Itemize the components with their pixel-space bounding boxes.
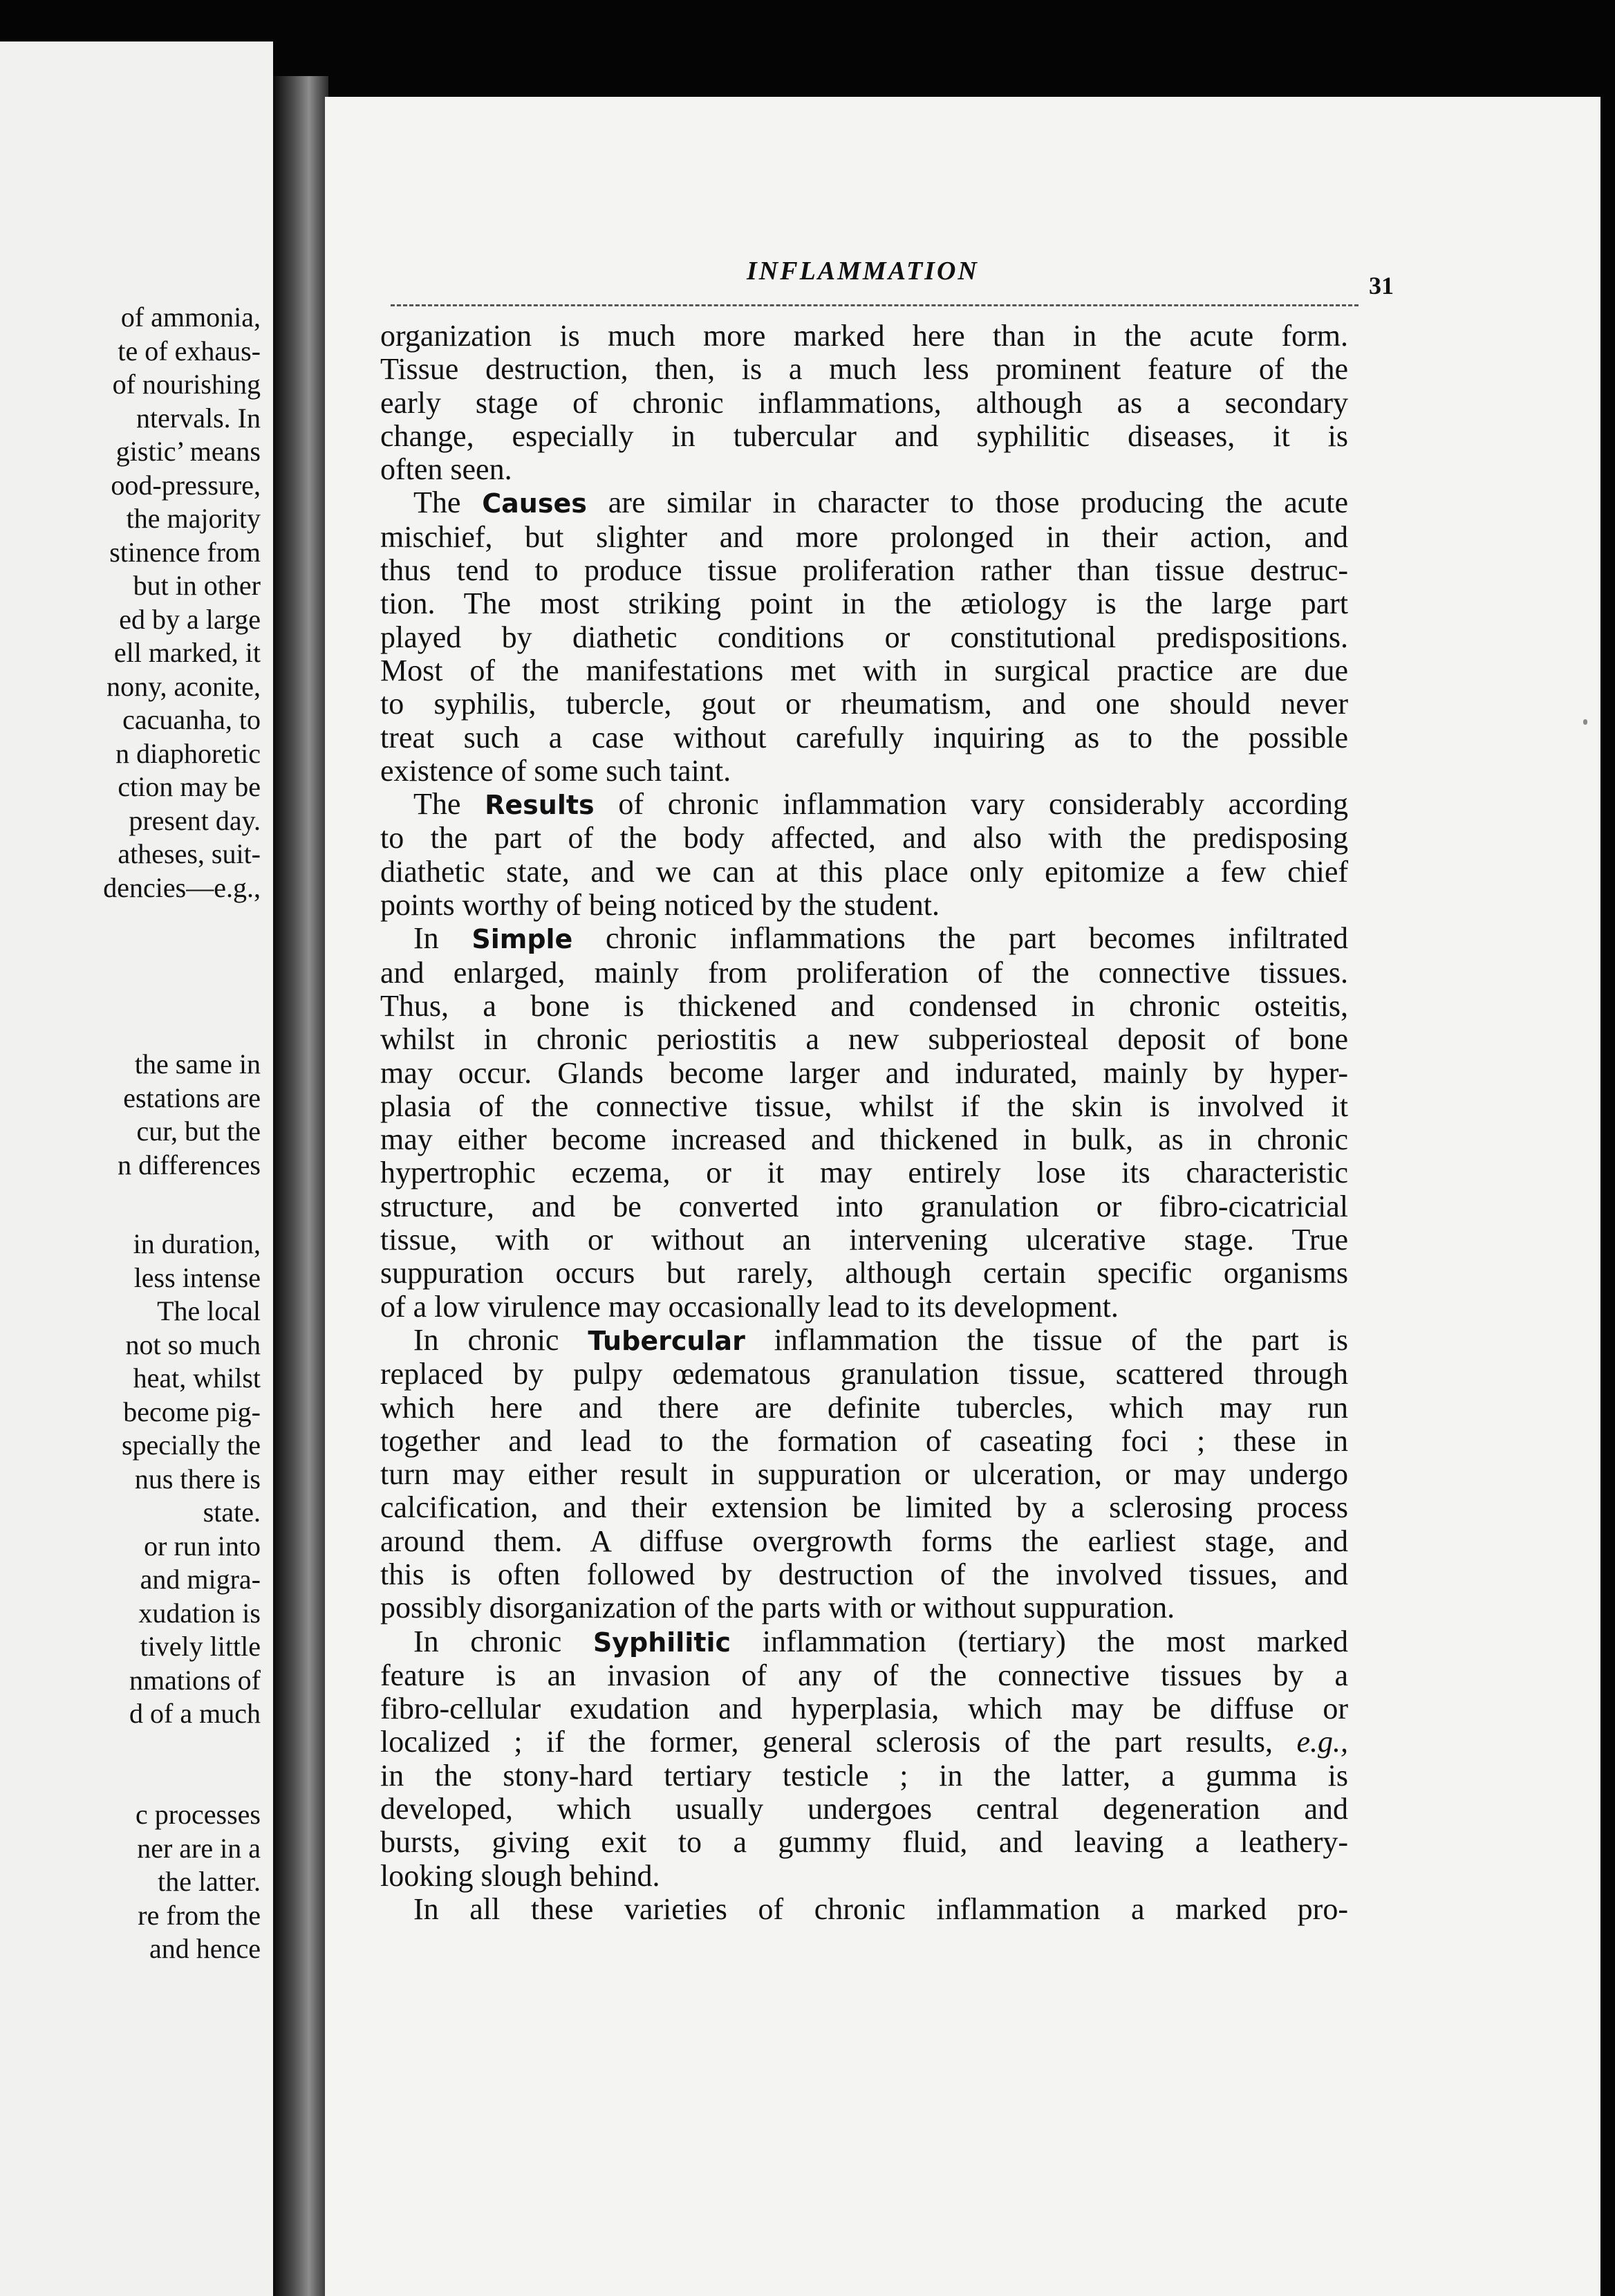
left-line: the latter. (158, 1866, 261, 1897)
text-line: tion. The most striking point in the ætiology is the large part (380, 586, 1348, 621)
italic-abbreviation: e.g., (1296, 1725, 1348, 1759)
left-text-block-3 (122, 1228, 261, 1731)
text-run: chronic inflammations the part becomes infiltrated (572, 921, 1349, 956)
paragraph-tubercular (380, 1324, 1348, 1358)
text-run: localized ; if the former, general sclerosis of the part results, (380, 1725, 1297, 1759)
text-line: suppuration occurs but rarely, although certain specific organisms (380, 1256, 1348, 1290)
text-line: diathetic state, and we can at this place only epitomize a few chief (380, 854, 1348, 889)
text-line: to syphilis, tubercle, gout or rheumatism, and one should never (380, 687, 1348, 721)
left-line: in duration, (133, 1228, 261, 1259)
keyword-causes: Causes (482, 488, 587, 519)
left-line: and hence (149, 1933, 261, 1964)
text-line: hypertrophic eczema, or it may entirely lose its characteristic (380, 1156, 1348, 1190)
page-speck (1583, 719, 1587, 725)
paragraph-syphilitic (380, 1625, 1348, 1659)
left-line: n differences (118, 1149, 261, 1181)
text-run: In chronic (413, 1322, 588, 1357)
left-line: d of a much (129, 1698, 261, 1729)
left-line: nony, aconite, (106, 670, 261, 702)
text-line: often seen. (380, 452, 512, 487)
left-line: gistic’ means (115, 436, 261, 467)
left-line: specially the (121, 1429, 261, 1461)
text-line (380, 1725, 1348, 1759)
text-line: may either become increased and thickened in bulk, as in chronic (380, 1122, 1348, 1157)
text-line: together and lead to the formation of caseating foci ; these in (380, 1423, 1348, 1458)
text-line: whilst in chronic periostitis a new subperiosteal deposit of bone (380, 1022, 1348, 1057)
left-line: estations are (123, 1082, 261, 1113)
running-head: INFLAMMATION (747, 257, 979, 286)
text-line: feature is an invasion of any of the connective tissues by a (380, 1658, 1348, 1692)
text-line: fibro-cellular exudation and hyperplasia, which may be diffuse or (380, 1692, 1348, 1726)
left-line: ction may be (118, 771, 261, 802)
paragraph-simple (380, 922, 1348, 956)
left-line: ell marked, it (113, 637, 261, 668)
body-text (380, 320, 1348, 1926)
left-line: become pig- (123, 1396, 261, 1427)
text-run: In chronic (413, 1624, 593, 1658)
text-line: tissue, with or without an intervening ulcerative stage. True (380, 1223, 1348, 1257)
text-run: inflammation the tissue of the part is (745, 1322, 1349, 1357)
text-line: mischief, but slighter and more prolonged in their action, and (380, 519, 1348, 554)
text-line: replaced by pulpy œdematous granulation tissue, scattered through (380, 1357, 1348, 1391)
keyword-simple: Simple (472, 924, 573, 955)
left-line: the majority (126, 503, 261, 534)
text-line: points worthy of being noticed by the student. (380, 888, 940, 923)
left-line: cacuanha, to (122, 704, 261, 735)
text-line: around them. A diffuse overgrowth forms the earliest stage, and (380, 1524, 1348, 1558)
text-line: may occur. Glands become larger and indurated, mainly by hyper- (380, 1055, 1348, 1090)
text-line: existence of some such taint. (380, 753, 731, 788)
left-line: but in other (133, 570, 261, 601)
keyword-results: Results (485, 790, 595, 821)
left-line: re from the (138, 1899, 261, 1931)
text-run: of chronic inflammation vary considerably according (594, 787, 1349, 822)
left-line: cur, but the (136, 1115, 261, 1147)
left-line: ntervals. In (136, 402, 261, 434)
left-line: present day. (129, 804, 261, 836)
previous-page-fragment (0, 41, 273, 2296)
text-line: calcification, and their extension be limited by a sclerosing process (380, 1490, 1348, 1525)
text-line: looking slough behind. (380, 1858, 660, 1893)
left-line: or run into (144, 1530, 261, 1562)
text-line: organization is much more marked here than in the acute form. (380, 319, 1348, 353)
text-line: possibly disorganization of the parts with or without suppuration. (380, 1591, 1175, 1625)
text-line: treat such a case without carefully inquiring as to the possible (380, 720, 1348, 754)
text-line: bursts, giving exit to a gummy fluid, and leaving a leathery- (380, 1825, 1348, 1860)
text-line: Most of the manifestations met with in surgical practice are due (380, 653, 1348, 687)
text-line: Tissue destruction, then, is a much less prominent feature of the (380, 352, 1348, 387)
header-rule (391, 304, 1359, 306)
text-line: plasia of the connective tissue, whilst if the skin is involved it (380, 1089, 1348, 1123)
text-line: early stage of chronic inflammations, although as a secondary (380, 385, 1348, 420)
left-line: ood-pressure, (111, 469, 261, 501)
left-line: stinence from (109, 536, 261, 568)
left-text-block-2 (118, 1048, 261, 1182)
left-line: heat, whilst (133, 1362, 261, 1394)
left-line: of nourishing (112, 369, 261, 400)
text-line: played by diathetic conditions or constitutional predispositions. (380, 620, 1348, 654)
paragraph-results (380, 788, 1348, 822)
text-line: which here and there are definite tubercles, which may run (380, 1390, 1348, 1425)
text-line: Thus, a bone is thickened and condensed in chronic osteitis, (380, 988, 1348, 1023)
left-line: The local (157, 1295, 261, 1326)
text-line: of a low virulence may occasionally lead to its development. (380, 1289, 1119, 1324)
text-line: thus tend to produce tissue proliferation rather than tissue destruc- (380, 553, 1348, 588)
text-run: In (413, 921, 472, 956)
left-line: of ammonia, (120, 302, 261, 333)
text-line: to the part of the body affected, and also with the predisposing (380, 821, 1348, 855)
page-number: 31 (1369, 272, 1394, 299)
text-line: developed, which usually undergoes central degeneration and (380, 1792, 1348, 1826)
left-line: dencies—e.g., (103, 871, 261, 903)
book-gutter-shadow (273, 76, 328, 2296)
left-line: nmations of (129, 1664, 261, 1696)
left-line: atheses, suit- (118, 838, 261, 869)
text-line: and enlarged, mainly from proliferation of the connective tissues. (380, 955, 1348, 990)
text-line: in the stony-hard tertiary testicle ; in the latter, a gumma is (380, 1758, 1348, 1793)
left-line: te of exhaus- (118, 335, 261, 367)
text-run: are similar in character to those producing the acute (586, 485, 1349, 520)
left-text-block-4 (136, 1798, 261, 1966)
text-line: change, especially in tubercular and syphilitic diseases, it is (380, 418, 1348, 453)
left-line: xudation is (138, 1597, 261, 1629)
text-line: turn may either result in suppuration or ulceration, or may undergo (380, 1457, 1348, 1492)
left-text-block-1 (103, 301, 261, 905)
left-line: and migra- (140, 1564, 261, 1595)
left-line: the same in (134, 1048, 261, 1080)
left-line: not so much (125, 1328, 261, 1360)
left-line: ed by a large (119, 603, 261, 635)
paragraph-causes (380, 486, 1348, 520)
left-line: n diaphoretic (115, 737, 261, 769)
left-line: tively little (140, 1631, 261, 1662)
text-line: structure, and be converted into granulation or fibro-cicatricial (380, 1189, 1348, 1223)
keyword-syphilitic: Syphilitic (592, 1627, 731, 1658)
text-line: this is often followed by destruction of the involved tissues, and (380, 1557, 1348, 1591)
left-line: less intense (133, 1261, 261, 1293)
keyword-tubercular: Tubercular (588, 1325, 745, 1356)
text-run: The (413, 485, 483, 520)
left-line: c processes (135, 1799, 261, 1830)
text-line: In all these varieties of chronic inflammation a marked pro- (413, 1891, 1348, 1926)
text-run: inflammation (tertiary) the most marked (731, 1624, 1348, 1658)
text-run: The (413, 787, 485, 822)
left-line: nus there is (134, 1463, 261, 1494)
left-line: state. (203, 1497, 261, 1528)
left-line: ner are in a (137, 1832, 261, 1864)
